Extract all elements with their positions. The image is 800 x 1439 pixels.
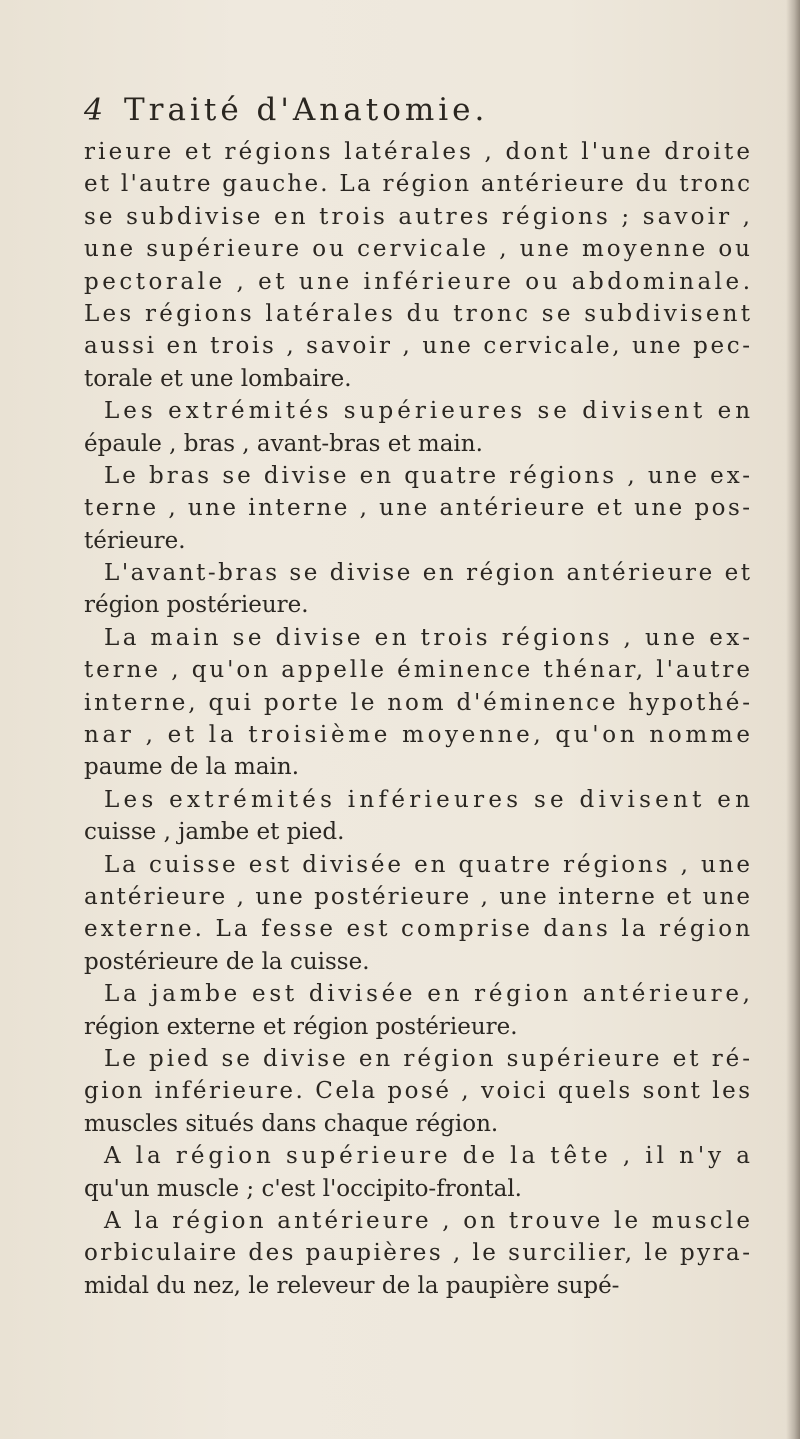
text-line: orbiculaire des paupières , le surcilier, le pyra- (84, 1240, 753, 1267)
text-line: gion inférieure. Cela posé , voici quels sont les (84, 1078, 753, 1105)
text-line: La cuisse est divisée en quatre régions , une (104, 851, 753, 878)
text-line: A la région antérieure , on trouve le muscle (104, 1207, 754, 1234)
text-line: pectorale , et une inférieure ou abdominale. (84, 268, 754, 295)
text-line: cuisse , jambe et pied. (84, 819, 345, 846)
text-line: térieure. (84, 527, 186, 554)
text-line: externe. La fesse est comprise dans la région (84, 916, 754, 943)
text-line: se subdivise en trois autres régions ; savoir , (84, 203, 754, 230)
text-line: une supérieure ou cervicale , une moyenne ou (84, 236, 753, 263)
text-line: muscles situés dans chaque région. (84, 1110, 499, 1137)
text-line: La main se divise en trois régions , une ex- (104, 624, 754, 651)
text-line: paume de la main. (84, 754, 300, 781)
text-line: Les extrémités supérieures se divisent en (104, 398, 755, 425)
text-line: nar , et la troisième moyenne, qu'on nomme (84, 722, 754, 749)
text-line: terne , une interne , une antérieure et une pos- (84, 495, 753, 522)
text-line: rieure et régions latérales , dont l'une droite (84, 139, 754, 165)
text-line: postérieure de la cuisse. (84, 948, 370, 975)
text-line: épaule , bras , avant-bras et main. (84, 430, 483, 457)
text-line: antérieure , une postérieure , une interne et une (84, 883, 753, 910)
text-line: région externe et région postérieure. (84, 1013, 518, 1040)
text-line: Le bras se divise en quatre régions , une ex- (104, 462, 753, 489)
text-line: qu'un muscle ; c'est l'occipito-frontal. (84, 1175, 522, 1202)
page-number: 4 (84, 93, 104, 128)
text-line: et l'autre gauche. La région antérieure du tronc (84, 171, 753, 198)
text-line: A la région supérieure de la tête , il n'y a (104, 1143, 754, 1170)
running-title: Traité d'Anatomie. (124, 92, 489, 128)
text-line: La jambe est divisée en région antérieure, (104, 981, 754, 1008)
text-line: Les extrémités inférieures se divisent en (104, 786, 755, 813)
running-head (84, 92, 644, 132)
text-line: aussi en trois , savoir , une cervicale, une pec- (84, 333, 753, 360)
text-line: torale et une lombaire. (84, 365, 352, 392)
page-edge-shadow (786, 0, 800, 1439)
text-line: Le pied se divise en région supérieure et ré- (104, 1045, 753, 1072)
body-text (84, 136, 755, 1302)
text-line: midal du nez, le releveur de la paupière supé- (84, 1272, 620, 1299)
text-line: interne, qui porte le nom d'éminence hypothé- (84, 689, 753, 716)
text-line: terne , qu'on appelle éminence thénar, l'autre (84, 657, 753, 684)
text-line: Les régions latérales du tronc se subdivisent (84, 300, 754, 327)
text-line: L'avant-bras se divise en région antérieure et (104, 560, 753, 587)
text-line: région postérieure. (84, 592, 309, 619)
